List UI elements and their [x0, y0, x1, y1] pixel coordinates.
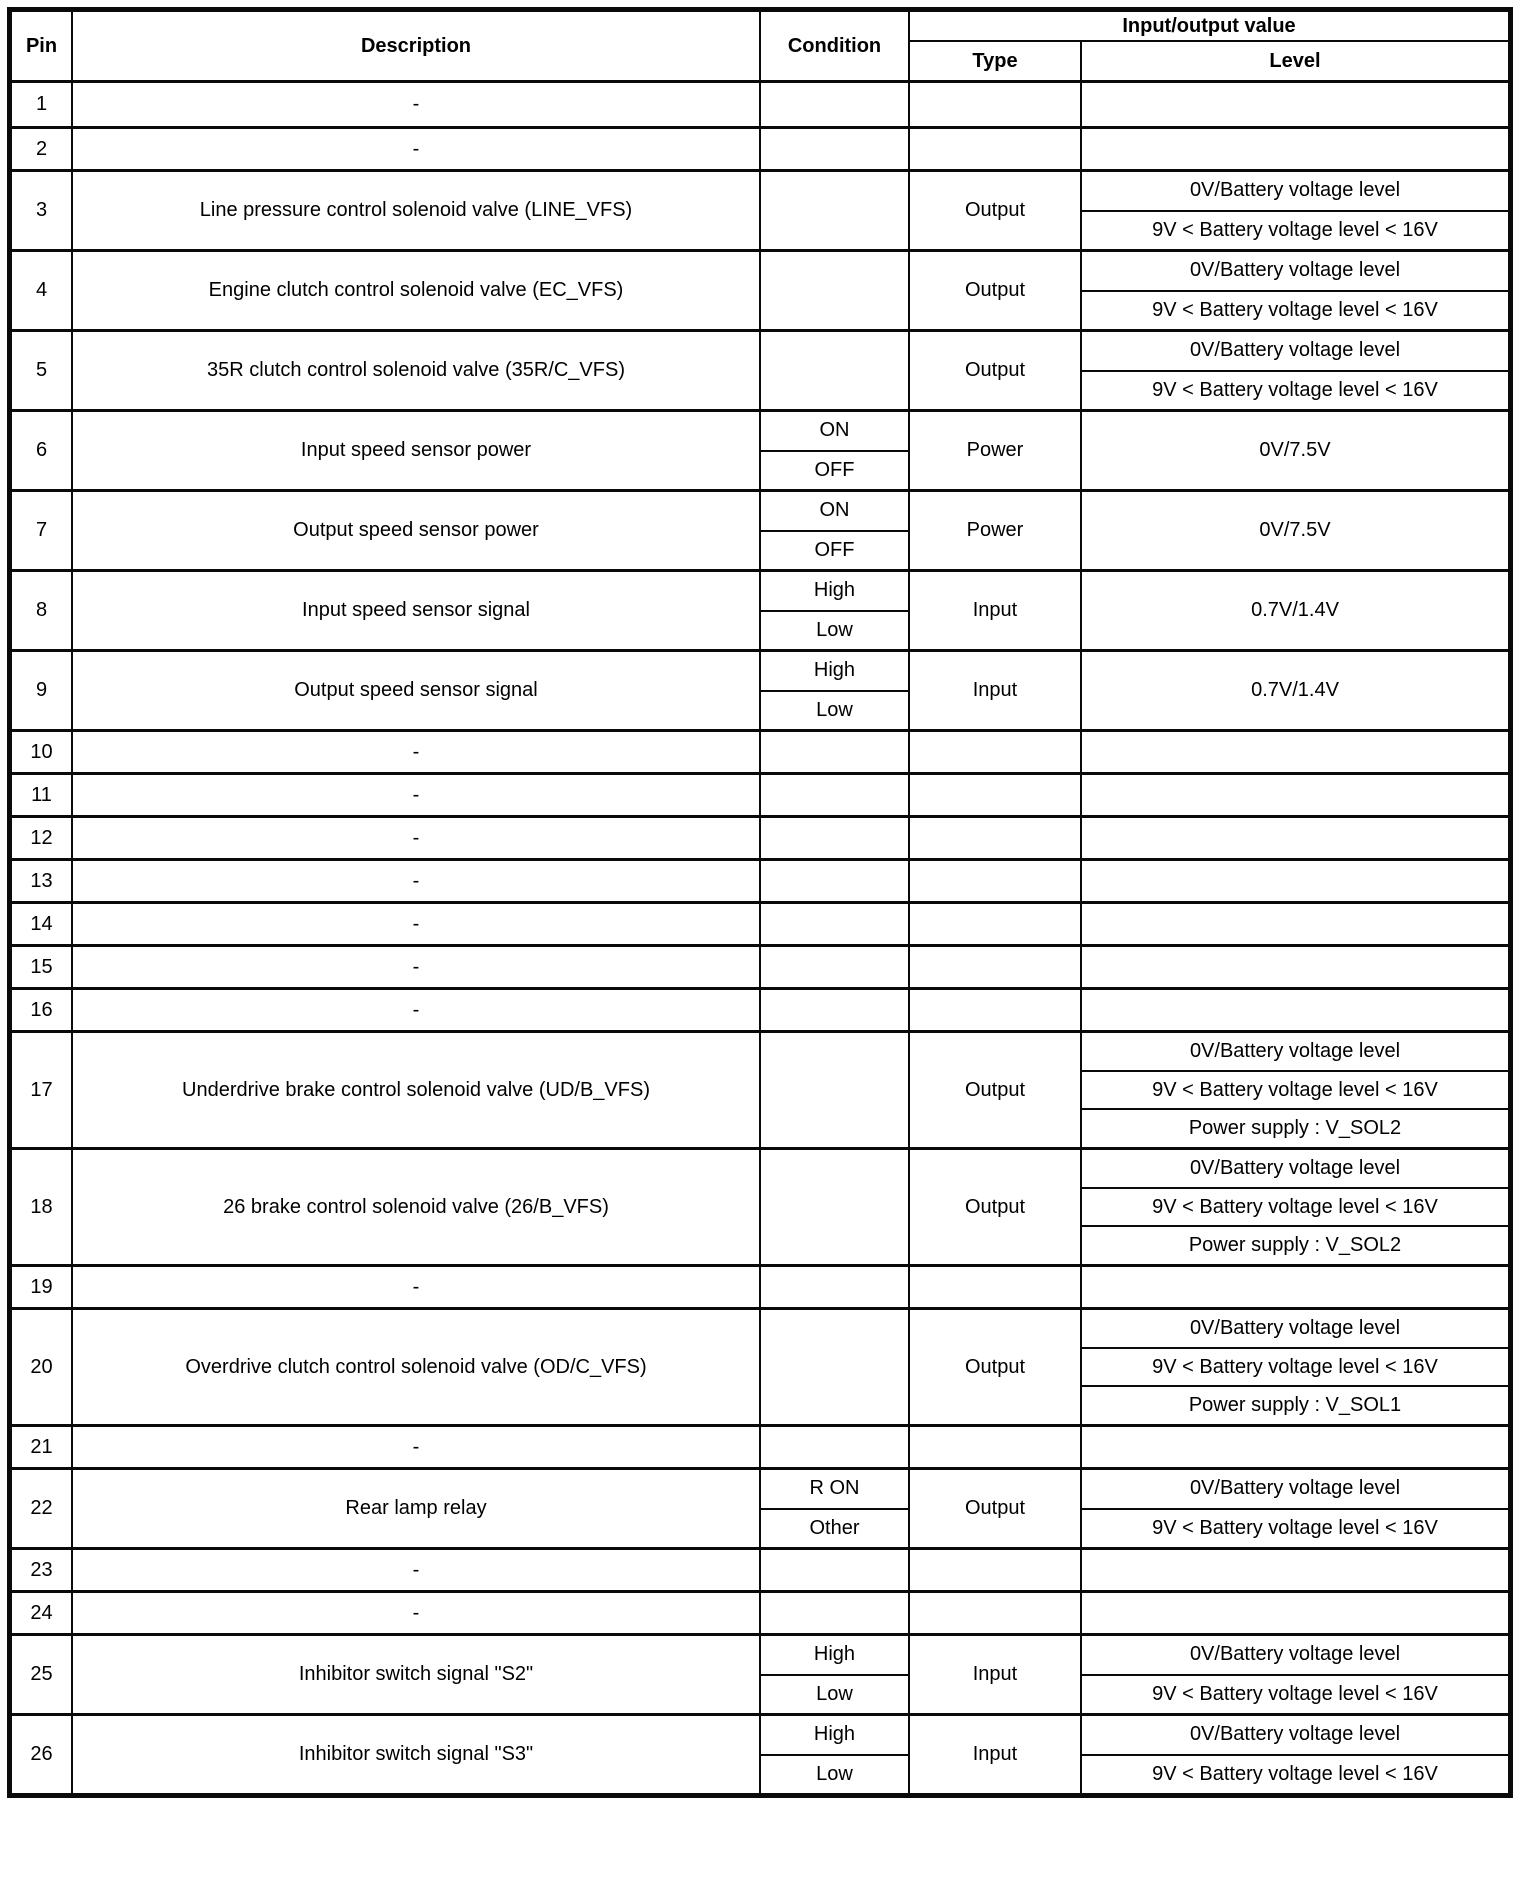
level-sub [1082, 990, 1508, 1030]
level-cell [1080, 492, 1508, 569]
description-cell: Inhibitor switch signal "S3" [71, 1716, 759, 1793]
condition-sub [761, 1150, 908, 1264]
condition-cell [759, 1550, 908, 1590]
condition-sub [761, 129, 908, 169]
type-cell [908, 818, 1080, 858]
pin-cell: 17 [30, 1078, 53, 1101]
table-row [12, 1307, 1508, 1424]
table-row [12, 1547, 1508, 1590]
table-row [12, 987, 1508, 1030]
type-cell [908, 861, 1080, 901]
condition-cell [759, 1150, 908, 1264]
pin-cell: 2 [35, 137, 48, 160]
header-io-subrow [910, 42, 1508, 80]
level-sub [1082, 861, 1508, 901]
pin-cell: 19 [30, 1275, 53, 1298]
level-sub [1082, 1550, 1508, 1590]
condition-sub: ON [819, 499, 850, 522]
type-cell [908, 129, 1080, 169]
pin-cell: 4 [35, 279, 48, 301]
level-cell [1080, 83, 1508, 126]
description-cell: Output speed sensor signal [71, 652, 759, 729]
table-row [12, 1713, 1508, 1793]
level-cell [1080, 1550, 1508, 1590]
table-row [12, 1264, 1508, 1307]
level-cell [1080, 252, 1508, 329]
condition-cell [759, 1427, 908, 1467]
table-row [12, 944, 1508, 987]
level-cell [1080, 1033, 1508, 1147]
table-row [12, 329, 1508, 409]
condition-cell [759, 129, 908, 169]
description-cell: Inhibitor switch signal "S2" [71, 1636, 759, 1713]
level-sub: 0V/Battery voltage level [1189, 259, 1401, 282]
description-cell: - [71, 83, 759, 126]
condition-cell [759, 1310, 908, 1424]
level-sub: 0.7V/1.4V [1251, 679, 1339, 701]
condition-cell [759, 1636, 908, 1713]
level-cell [1080, 904, 1508, 944]
table-body [12, 83, 1508, 1793]
level-cell [1080, 1427, 1508, 1467]
level-sub: 9V < Battery voltage level < 16V [1082, 290, 1508, 330]
condition-cell [759, 1267, 908, 1307]
type-cell: Input [908, 1636, 1080, 1713]
pin-cell: 15 [30, 955, 53, 978]
level-sub: 0.7V/1.4V [1251, 599, 1339, 621]
header-io-value: Input/output value [910, 12, 1508, 42]
description-cell: 35R clutch control solenoid valve (35R/C_VFS) [71, 332, 759, 409]
condition-cell [759, 947, 908, 987]
level-cell [1080, 818, 1508, 858]
description-cell: Engine clutch control solenoid valve (EC_VFS) [71, 252, 759, 329]
header-level: Level [1080, 42, 1508, 80]
level-sub: 0V/Battery voltage level [1189, 1723, 1401, 1746]
condition-cell [759, 990, 908, 1030]
table-row [12, 858, 1508, 901]
level-cell [1080, 990, 1508, 1030]
level-cell [1080, 1310, 1508, 1424]
type-cell: Power [908, 412, 1080, 489]
condition-sub: Low [761, 610, 908, 650]
type-cell: Power [908, 492, 1080, 569]
condition-sub [761, 732, 908, 772]
table-row [12, 1424, 1508, 1467]
level-cell [1080, 1470, 1508, 1547]
pin-cell: 6 [35, 439, 48, 461]
condition-cell [759, 775, 908, 815]
condition-cell [759, 412, 908, 489]
condition-sub: High [813, 579, 856, 602]
table-row [12, 772, 1508, 815]
description-cell: Line pressure control solenoid valve (LINE_VFS) [71, 172, 759, 249]
description-cell: - [71, 818, 759, 858]
description-cell: Rear lamp relay [71, 1470, 759, 1547]
level-sub: 9V < Battery voltage level < 16V [1082, 1754, 1508, 1794]
table-row [12, 126, 1508, 169]
condition-sub [761, 1427, 908, 1467]
level-sub: 0V/7.5V [1259, 519, 1331, 541]
header-description: Description [71, 12, 759, 80]
level-cell [1080, 1716, 1508, 1793]
table-row [12, 569, 1508, 649]
condition-cell [759, 1033, 908, 1147]
condition-sub: Other [761, 1508, 908, 1548]
level-sub: 0V/Battery voltage level [1189, 1156, 1401, 1179]
type-cell [908, 990, 1080, 1030]
condition-sub: High [813, 1643, 856, 1666]
level-cell [1080, 732, 1508, 772]
level-sub: 0V/7.5V [1259, 439, 1331, 461]
level-sub: 0V/Battery voltage level [1189, 1643, 1401, 1666]
level-sub: 9V < Battery voltage level < 16V [1082, 210, 1508, 250]
pin-cell: 3 [35, 199, 48, 221]
level-sub: Power supply : V_SOL1 [1082, 1385, 1508, 1424]
level-cell [1080, 129, 1508, 169]
description-cell: - [71, 775, 759, 815]
header-condition: Condition [759, 12, 908, 80]
table-row [12, 649, 1508, 729]
pin-cell: 5 [35, 359, 48, 381]
condition-sub [761, 861, 908, 901]
type-cell: Output [908, 1033, 1080, 1147]
table-header [12, 12, 1508, 83]
condition-sub: R ON [809, 1477, 860, 1500]
level-sub [1082, 129, 1508, 169]
pin-cell: 24 [30, 1601, 53, 1624]
pin-cell: 26 [30, 1743, 53, 1765]
description-cell: - [71, 1593, 759, 1633]
condition-cell [759, 904, 908, 944]
description-cell: - [71, 129, 759, 169]
condition-sub [761, 1593, 908, 1633]
condition-sub [761, 252, 908, 329]
type-cell: Output [908, 172, 1080, 249]
type-cell: Input [908, 652, 1080, 729]
level-cell [1080, 652, 1508, 729]
pin-cell: 13 [30, 869, 53, 892]
condition-sub: Low [761, 1674, 908, 1714]
description-cell: - [71, 990, 759, 1030]
condition-sub: High [813, 659, 856, 682]
table-row [12, 901, 1508, 944]
pin-cell: 8 [35, 599, 48, 621]
level-cell [1080, 1267, 1508, 1307]
type-cell [908, 1427, 1080, 1467]
level-cell [1080, 1593, 1508, 1633]
condition-sub [761, 172, 908, 249]
table-row [12, 1633, 1508, 1713]
level-cell [1080, 775, 1508, 815]
level-sub: 0V/Battery voltage level [1189, 339, 1401, 362]
condition-sub [761, 1033, 908, 1147]
type-cell: Output [908, 1310, 1080, 1424]
table-row [12, 169, 1508, 249]
type-cell: Input [908, 572, 1080, 649]
type-cell: Input [908, 1716, 1080, 1793]
pin-cell: 11 [31, 783, 52, 806]
condition-cell [759, 252, 908, 329]
level-sub: 0V/Battery voltage level [1189, 1316, 1401, 1339]
type-cell: Output [908, 1470, 1080, 1547]
pin-cell: 9 [35, 679, 48, 701]
table-row [12, 1147, 1508, 1264]
condition-cell [759, 332, 908, 409]
pin-cell: 22 [30, 1497, 53, 1519]
condition-cell [759, 1716, 908, 1793]
condition-sub: Low [761, 690, 908, 730]
level-cell [1080, 1150, 1508, 1264]
pin-cell: 25 [30, 1663, 53, 1685]
level-sub: Power supply : V_SOL2 [1082, 1108, 1508, 1147]
condition-cell [759, 861, 908, 901]
description-cell: Input speed sensor signal [71, 572, 759, 649]
condition-sub [761, 904, 908, 944]
condition-sub [761, 332, 908, 409]
pin-cell: 14 [30, 912, 53, 935]
condition-sub [761, 83, 908, 126]
pin-cell: 10 [30, 740, 53, 763]
condition-sub [761, 1310, 908, 1424]
type-cell [908, 775, 1080, 815]
condition-sub [761, 1267, 908, 1307]
pin-cell: 18 [30, 1195, 53, 1218]
level-sub [1082, 1427, 1508, 1467]
level-sub: 9V < Battery voltage level < 16V [1082, 1187, 1508, 1226]
type-cell [908, 1267, 1080, 1307]
header-pin: Pin [25, 34, 58, 57]
description-cell: - [71, 1267, 759, 1307]
type-cell: Output [908, 332, 1080, 409]
description-cell: Input speed sensor power [71, 412, 759, 489]
description-cell: Output speed sensor power [71, 492, 759, 569]
pin-cell: 23 [30, 1558, 53, 1581]
condition-sub [761, 1550, 908, 1590]
level-sub [1082, 1267, 1508, 1307]
table-row [12, 489, 1508, 569]
condition-cell [759, 572, 908, 649]
condition-cell [759, 492, 908, 569]
pin-assignment-table [7, 7, 1513, 1798]
level-cell [1080, 947, 1508, 987]
level-sub [1082, 732, 1508, 772]
table-row [12, 1467, 1508, 1547]
table-row [12, 83, 1508, 126]
condition-sub [761, 818, 908, 858]
pin-cell: 20 [30, 1355, 53, 1378]
level-sub: 0V/Battery voltage level [1189, 179, 1401, 202]
condition-cell [759, 1593, 908, 1633]
type-cell: Output [908, 1150, 1080, 1264]
type-cell [908, 904, 1080, 944]
level-sub: 9V < Battery voltage level < 16V [1082, 370, 1508, 410]
level-sub [1082, 775, 1508, 815]
level-cell [1080, 412, 1508, 489]
pin-cell: 12 [30, 826, 53, 849]
condition-cell [759, 652, 908, 729]
level-sub: 9V < Battery voltage level < 16V [1082, 1674, 1508, 1714]
level-sub [1082, 904, 1508, 944]
type-cell [908, 947, 1080, 987]
description-cell: Underdrive brake control solenoid valve (UD/B_VFS) [71, 1033, 759, 1147]
level-sub [1082, 947, 1508, 987]
table-row [12, 1030, 1508, 1147]
table-row [12, 249, 1508, 329]
level-cell [1080, 572, 1508, 649]
description-cell: - [71, 1427, 759, 1467]
description-cell: Overdrive clutch control solenoid valve (OD/C_VFS) [71, 1310, 759, 1424]
table-row [12, 729, 1508, 772]
level-sub: 9V < Battery voltage level < 16V [1082, 1070, 1508, 1109]
header-type: Type [972, 49, 1018, 72]
level-sub: 9V < Battery voltage level < 16V [1082, 1508, 1508, 1548]
condition-sub [761, 947, 908, 987]
condition-sub: ON [819, 419, 850, 442]
condition-sub [761, 775, 908, 815]
condition-cell [759, 1470, 908, 1547]
description-cell: - [71, 904, 759, 944]
level-sub [1082, 83, 1508, 126]
type-cell: Output [908, 252, 1080, 329]
description-cell: - [71, 947, 759, 987]
condition-sub [761, 990, 908, 1030]
type-cell [908, 1550, 1080, 1590]
level-cell [1080, 332, 1508, 409]
table-row [12, 1590, 1508, 1633]
level-sub: 0V/Battery voltage level [1189, 1039, 1401, 1062]
condition-cell [759, 172, 908, 249]
condition-cell [759, 732, 908, 772]
level-sub [1082, 818, 1508, 858]
level-cell [1080, 1636, 1508, 1713]
level-cell [1080, 861, 1508, 901]
header-io-group [908, 12, 1508, 80]
type-cell [908, 83, 1080, 126]
condition-sub: High [813, 1723, 856, 1746]
table-row [12, 409, 1508, 489]
level-sub: Power supply : V_SOL2 [1082, 1225, 1508, 1264]
type-cell [908, 1593, 1080, 1633]
type-cell [908, 732, 1080, 772]
level-sub [1082, 1593, 1508, 1633]
condition-sub: OFF [761, 450, 908, 490]
pin-cell: 21 [30, 1435, 53, 1458]
description-cell: - [71, 861, 759, 901]
condition-cell [759, 818, 908, 858]
pin-cell: 16 [30, 998, 53, 1021]
table-row [12, 815, 1508, 858]
description-cell: - [71, 732, 759, 772]
condition-cell [759, 83, 908, 126]
level-cell [1080, 172, 1508, 249]
level-sub: 9V < Battery voltage level < 16V [1082, 1347, 1508, 1386]
pin-cell: 1 [35, 93, 48, 115]
pin-cell: 7 [35, 519, 48, 541]
description-cell: - [71, 1550, 759, 1590]
level-sub: 0V/Battery voltage level [1189, 1477, 1401, 1500]
condition-sub: OFF [761, 530, 908, 570]
description-cell: 26 brake control solenoid valve (26/B_VFS) [71, 1150, 759, 1264]
condition-sub: Low [761, 1754, 908, 1794]
